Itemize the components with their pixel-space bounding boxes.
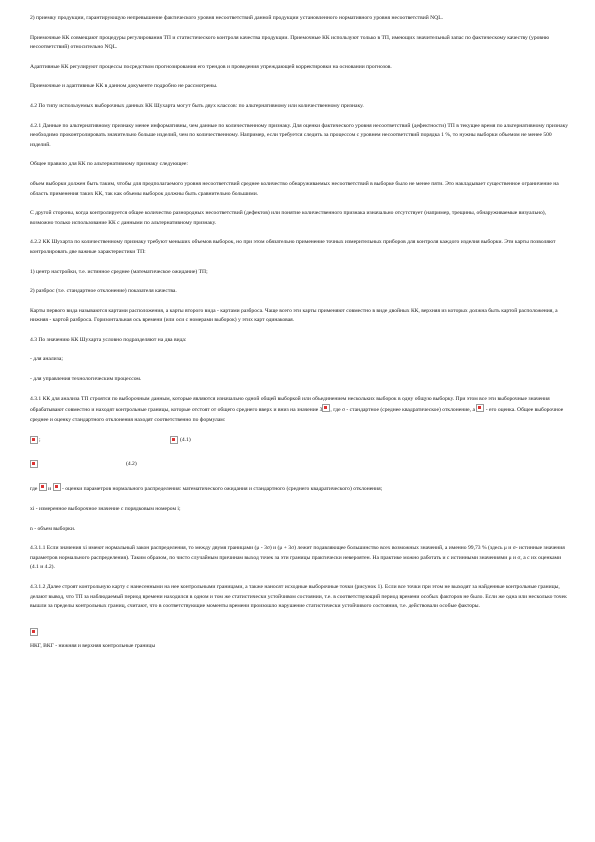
text-run: 4.3.1 КК для анализа ТП строятся по выборочным данным, которые являются изначально одной общей выборкой или объединением нескольких выборок в одну общую выборку. При этом все эти выборочные значения обрабатывают совместно и находят контрольные границы, которые отстоят от общего среднего вверх и вниз на значение 3 [30, 395, 550, 414]
paragraph: xi - измеренное выборочное значение с порядковым номером i; [30, 506, 181, 513]
formula-4-2 [30, 459, 570, 473]
figure-1 [30, 622, 570, 634]
paragraph: 4.2.1 Данные по альтернативному признаку менее информативны, чем данные по количественному признаку. Для оценки фактического уровня несоответствий (дефектности) ТП в текущее время по альтернативному признаку необходимо проконтролировать значительно больше изделий, чем по количественному. Например, если требуется следить за процессом с уровнем несоответствий порядка 1 %, то нужны выборки объемом не менее 500 изделий. [30, 122, 569, 148]
paragraph: С другой стороны, когда контролируется общее количество разнородных несоответствий (дефектов) или понятие количественного признака изначально отсутствует (например, трещины, обнаруживаемые визуально), возможно только использование КК с данными по альтернативному признаку. [30, 210, 547, 226]
text-run: - оценки параметров нормального распределения: математического ожидания и стандартного (среднего квадратического) отклонения; [60, 486, 383, 493]
paragraph: 2) разброс (т.е. стандартное отклонение) показателя качества. [30, 288, 177, 295]
paragraph: 4.2 По типу используемых выборочных данных КК Шухарта могут быть двух классов: по альтернативному или количественному признаку. [30, 102, 364, 109]
paragraph: 4.2.2 КК Шухарта по количественному признаку требуют меньших объемов выборок, но при этом обязательно применение точных измерительных приборов для контроля каждого изделия выборки. Эти карты позволяют контролировать две важные характеристики ТП: [30, 239, 556, 255]
figure-caption: НКГ, ВКГ - нижняя и верхняя контрольные границы [30, 642, 156, 649]
paragraph: - для анализа; [30, 356, 63, 363]
paragraph: Адаптивные КК регулируют процессы посредством прогнозирования его трендов и проведения упреждающей корректировки на основании прогнозов. [30, 63, 392, 70]
paragraph: Приемочные и адаптивные КК в данном документе подробно не рассмотрены. [30, 83, 218, 90]
text-run: , где σ - стандартное (среднее квадратическое) отклонение, а [330, 407, 475, 414]
formula-4-1 [30, 435, 570, 449]
broken-image-icon [53, 483, 61, 491]
broken-image-icon [170, 436, 178, 444]
paragraph-where [30, 483, 570, 495]
equation-number: (4.1) [180, 437, 191, 444]
text-run: и [46, 486, 53, 493]
formula-separator: ; [39, 437, 41, 444]
document-page [30, 14, 570, 661]
paragraph-4-3-1 [30, 395, 570, 426]
paragraph: Карты первого вида называются картами расположения, а карты второго вида - картами разброса. Чаще всего эти карты применяют совместно в виде двойных КК, верхняя из которых должна быть картой расположения, а нижняя - картой разброса. Горизонтальная ось времени (или оси с номерами выборок) у этих карт одинаковая. [30, 307, 558, 324]
broken-image-icon [39, 483, 47, 491]
equation-number: (4.2) [126, 461, 137, 468]
paragraph: 2) приемку продукции, гарантирующую непревышение фактического уровня несоответствий данной продукции установленного нормативного уровня несоответствий NQL. [30, 15, 444, 21]
broken-image-icon [30, 628, 38, 636]
text-run: - его оценка. Общее выборочное среднее и оценку стандартного отклонения находят соответственно по формулам: [30, 407, 564, 423]
broken-image-icon [322, 404, 330, 412]
paragraph: 1) центр настройки, т.е. истинное среднее (математическое ожидание) ТП; [30, 268, 208, 275]
paragraph: 4.3.1.1 Если значения xi имеют нормальный закон распределения, то между двумя границами (μ - 3σ) и (μ + 3σ) лежит подавляющее большинство всех возможных значений, а именно 99,73 % (здесь μ и σ- истинные значения параметров нормального распределения). Таким образом, по чисто случайным причинам выход точек за эти границы практически невероятен. На практике можно работать и с истинными значениями μ и σ, а с их оценками (4.1 и 4.2). [30, 545, 565, 571]
paragraph: - для управления технологическим процессом. [30, 376, 142, 383]
broken-image-icon [476, 404, 484, 412]
paragraph: объем выборки должен быть таким, чтобы для предполагаемого уровня несоответствий среднее количество обнаруживаемых несоответствий в выборке было не менее пяти. Это накладывает существенное ограничение на область применения таких КК, так как объемы выборок должны быть сравнительно большими. [30, 180, 559, 197]
broken-image-icon [30, 460, 38, 468]
paragraph: 4.3.1.2 Далее строят контрольную карту с нанесенными на нее контрольными границами, а также наносят исходные выборочные точки (рисунок 1). Если все точки при этом не выходят за найденные контрольные границы, делают вывод, что ТП за наблюдаемый период времени находился в одном и том же статистически устойчивом состоянии, т.е. в соответствующий период времени особых факторов не было. Если же одна или несколько точек вышли за пределы контрольных границ, считают, что в соответствующие моменты времени произошло нарушение статистически устойчивого состояния, т.е. действовали особые факторы. [30, 584, 567, 610]
paragraph: n - объем выборки. [30, 525, 76, 532]
paragraph: Общее правило для КК по альтернативному признаку следующее: [30, 161, 188, 168]
paragraph: 4.3 По значению КК Шухарта условно подразделяют на два вида: [30, 336, 187, 343]
text-run: где [30, 486, 39, 493]
paragraph: Приемочные КК совмещают процедуры регулирования ТП и статистического контроля качества продукции. Приемочные КК используют только в ТП, имеющих значительный запас по фактическому качеству (уровню несоответствий) относительно NQL. [30, 34, 550, 51]
broken-image-icon [30, 436, 38, 444]
